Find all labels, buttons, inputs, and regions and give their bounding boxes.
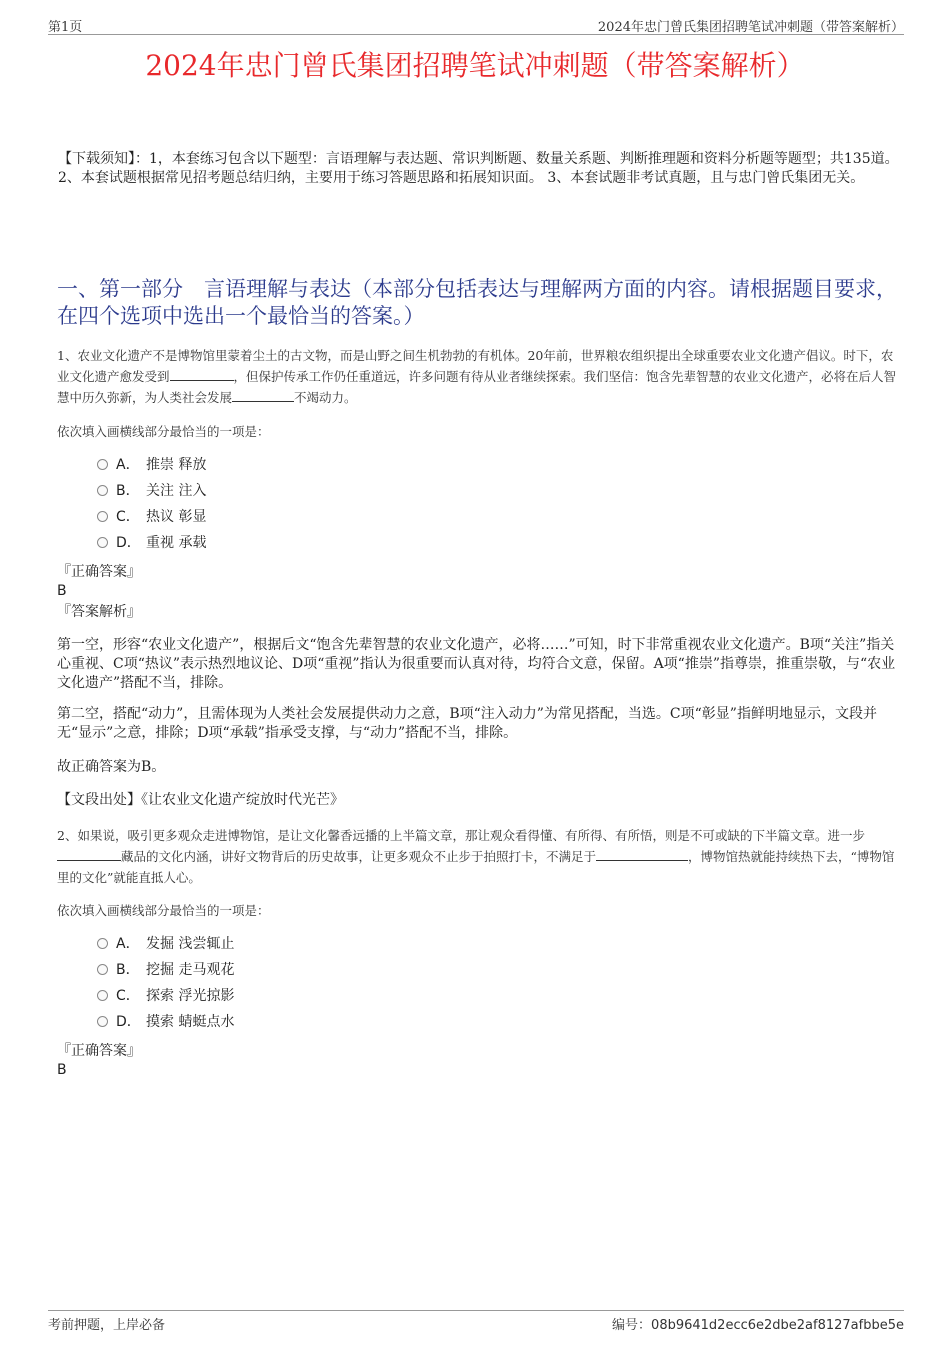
radio-icon[interactable] (97, 1016, 108, 1027)
option-a[interactable]: A． 发掘 浅尝辄止 (97, 931, 234, 957)
blank-2 (596, 846, 688, 861)
analysis-paragraph-3: 故正确答案为B。 (57, 759, 166, 775)
option-a[interactable]: A． 推崇 释放 (97, 452, 206, 478)
option-b[interactable]: B． 挖掘 走马观花 (97, 957, 234, 983)
radio-icon[interactable] (97, 938, 108, 949)
page-footer (48, 1310, 904, 1333)
question-2-text: 2、如果说，吸引更多观众走进博物馆，是让文化馨香远播的上半篇文章，那让观众看得懂、有所得、有所悟，则是不可或缺的下半篇文章。进一步藏品的文化内涵，讲好文物背后的历史故事，让更多观众不止步于拍照打卡，不满足于 ，博物馆热就能持续热下去，“博物馆里的文化”就能直抵人心。 (57, 828, 895, 885)
radio-icon[interactable] (97, 485, 108, 496)
footer-slogan: 考前押题，上岸必备 (48, 1318, 166, 1333)
header-doc-title: 2024年忠门曾氏集团招聘笔试冲刺题（带答案解析） (597, 20, 904, 35)
document-title: 2024年忠门曾氏集团招聘笔试冲刺题（带答案解析） (145, 49, 805, 82)
radio-icon[interactable] (97, 537, 108, 548)
option-c[interactable]: C． 探索 浮光掠影 (97, 983, 234, 1009)
blank-1 (170, 366, 234, 381)
answer-value: B (57, 583, 67, 599)
section-title: 一、第一部分 言语理解与表达（本部分包括表达与理解两方面的内容。请根据题目要求，在四个选项中选出一个最恰当的答案。） (57, 277, 897, 328)
blank-1 (57, 846, 121, 861)
answer-value: B (57, 1062, 67, 1078)
source-citation: 【文段出处】《让农业文化遗产绽放时代光芒》 (57, 792, 344, 808)
download-notice: 【下载须知】：1，本套练习包含以下题型：言语理解与表达题、常识判断题、数量关系题、判断推理题和资料分析题等题型；共135道。 2、本套试题根据常见招考题总结归纳，主要用于练习答题思路和拓展知识面。 3、本套试题非考试真题，且与忠门曾氏集团无关。 (58, 151, 899, 186)
option-b[interactable]: B． 关注 注入 (97, 478, 206, 504)
option-d[interactable]: D． 摸索 蜻蜓点水 (97, 1009, 234, 1035)
question-2-options (97, 931, 234, 1035)
radio-icon[interactable] (97, 964, 108, 975)
option-d[interactable]: D． 重视 承载 (97, 530, 206, 556)
page-header (48, 16, 904, 35)
analysis-paragraph-1: 第一空，形容“农业文化遗产”，根据后文“饱含先辈智慧的农业文化遗产，必将……”可知，时下非常重视农业文化遗产。B项“关注”指关心重视、C项“热议”表示热烈地议论、D项“重视”指认为很重要而认真对待，均符合文意，保留。A项“推崇”指尊崇，推重崇敬，与“农业文化遗产”搭配不当，排除。 (57, 637, 896, 691)
answer-label: 『正确答案』 (57, 564, 141, 580)
analysis-label: 『答案解析』 (57, 604, 141, 620)
analysis-paragraph-2: 第二空，搭配“动力”，且需体现为人类社会发展提供动力之意，B项“注入动力”为常见搭配，当选。C项“彰显”指鲜明地显示，文段并无“显示”之意，排除；D项“承载”指承受支撑，与“动力”搭配不当，排除。 (57, 706, 877, 741)
radio-icon[interactable] (97, 459, 108, 470)
footer-id: 编号：08b9641d2ecc6e2dbe2af8127afbbe5e (612, 1318, 904, 1333)
radio-icon[interactable] (97, 511, 108, 522)
question-1-text: 1、农业文化遗产不是博物馆里蒙着尘土的古文物，而是山野之间生机勃勃的有机体。20年前，世界粮农组织提出全球重要农业文化遗产倡议。时下，农业文化遗产愈发受到 ，但保护传承工作仍任重道远，许多问题有待从业者继续探索。我们坚信：饱含先辈智慧的农业文化遗产，必将在后人智慧中历久弥新，为人类社会发展 不竭动力。 (57, 348, 897, 405)
answer-label: 『正确答案』 (57, 1043, 141, 1059)
option-c[interactable]: C． 热议 彰显 (97, 504, 206, 530)
page-number: 第1页 (48, 20, 83, 35)
question-1-prompt: 依次填入画横线部分最恰当的一项是： (57, 424, 270, 439)
question-2-prompt: 依次填入画横线部分最恰当的一项是： (57, 903, 270, 918)
question-1-options (97, 452, 206, 556)
blank-2 (232, 387, 294, 402)
document-code: 08b9641d2ecc6e2dbe2af8127afbbe5e (651, 1318, 904, 1333)
radio-icon[interactable] (97, 990, 108, 1001)
